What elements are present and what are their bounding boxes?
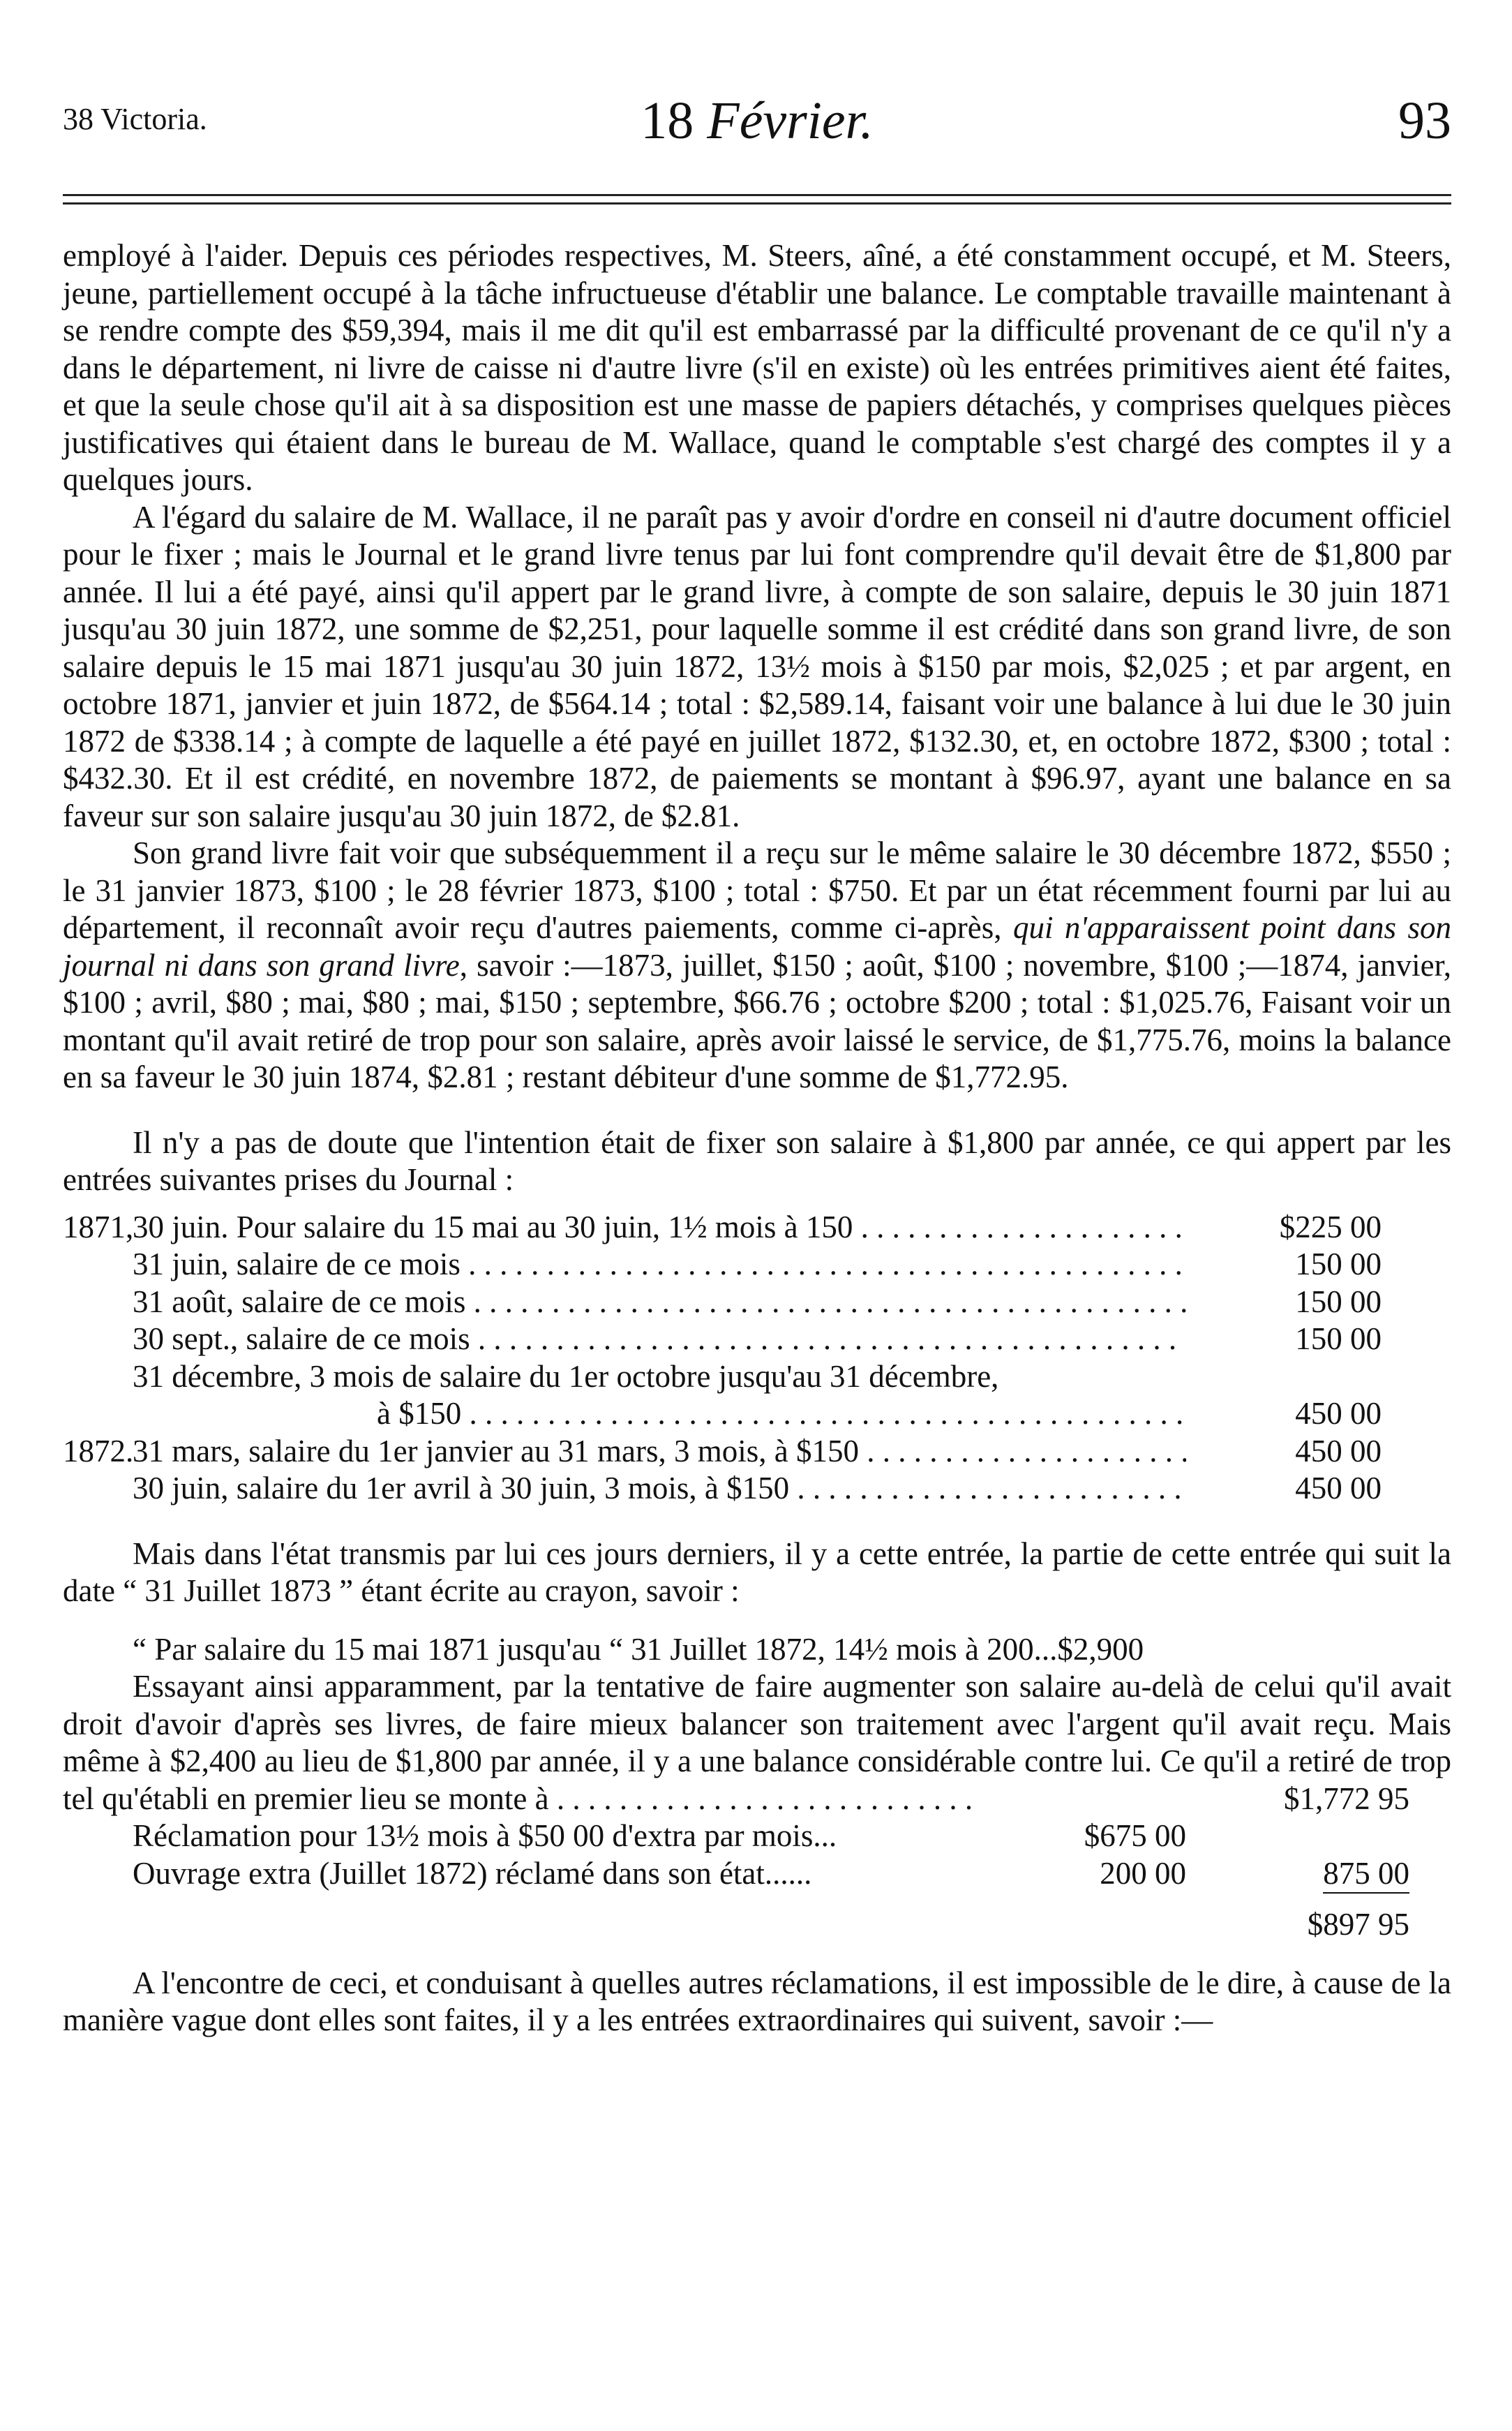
ledger-row [63, 1470, 1451, 1508]
paragraph-grand-livre-italic: qui n'apparaissent point dans son journal ni dans son grand livre [63, 910, 1451, 983]
page-header [63, 70, 1451, 150]
total-row [63, 1906, 1451, 1944]
paragraph-statement: Mais dans l'état transmis par lui ces jours derniers, il y a cette entrée, la partie de cette entrée qui suit la date “ 31 Juillet 1873 ” étant écrite au crayon, savoir : [63, 1536, 1451, 1608]
paragraph-intention: Il n'y a pas de doute que l'intention était de fixer son salaire à $1,800 par année, ce qui appert par les entrées suivantes prises du Journal : [63, 1124, 1451, 1197]
ledger-desc: 31 août, salaire de ce mois . . . [133, 1284, 1186, 1321]
claim-desc: Ouvrage extra (Juillet 1872) réclamé dans son état...... [133, 1855, 812, 1891]
header-rule-top [63, 194, 1451, 196]
paragraph-quote: “ Par salaire du 15 mai 1871 jusqu'au “ 31 Juillet 1872, 14½ mois à 200...$2,900 [133, 1631, 1144, 1667]
page-body [63, 237, 1451, 2039]
journal-ledger [63, 1209, 1451, 1508]
header-month: Février. [707, 91, 874, 150]
claim-row [63, 1855, 1451, 1893]
header-date [63, 91, 1451, 151]
ledger-amount: $225 00 [1279, 1209, 1382, 1244]
paragraph-grand-livre-part2: , savoir :—1873, juillet, $150 ; août, $100 ; novembre, $100 ;—1874, janvier, $100 ; avril, $80 ; mai, $80 ; mai, $150 ; septembre, $66.76 ; octobre $200 ; total : $1,025.76, Faisant voir un montant qu'il avait retiré de trop pour son salaire, après avoir laissé le service, de $1,775.76, moins la balance en sa faveur le 30 juin 1874, $2.81 ; restant débiteur d'une somme de $1,772.95. [63, 947, 1451, 1094]
ledger-row [63, 1284, 1451, 1321]
ledger-row [63, 1321, 1451, 1358]
ledger-amount: 450 00 [1295, 1471, 1382, 1506]
ledger-desc: à $150 . . . [133, 1395, 1186, 1433]
claim-subamount: $675 00 [1084, 1818, 1186, 1853]
ledger-desc: 30 juin. Pour salaire du 15 mai au 30 juin, 1½ mois à 150 . . . [133, 1209, 1186, 1247]
paragraph-continuation: employé à l'aider. Depuis ces périodes respectives, M. Steers, aîné, a été constamment occupé, et M. Steers, jeune, partiellement occupé à la tâche infructueuse d'établir une balance. Le comptable travaille maintenant à se rendre compte des $59,394, mais il me dit qu'il est embarrassé par la difficulté provenant de ce qu'il n'y a dans le département, ni livre de caisse ni d'autre livre (s'il en existe) où les entrées primitives aient été faites, et que la seule chose qu'il ait à sa disposition est une masse de papiers détachés, y comprises quelques pièces justificatives qui étaient dans le bureau de M. Wallace, quand le comptable s'est chargé des comptes il y a quelques jours. [63, 238, 1451, 497]
paragraph-final: A l'encontre de ceci, et conduisant à quelles autres réclamations, il est impossible de le dire, à cause de la manière vague dont elles sont faites, il y a les entrées extraordinaires qui suivent, savoir :— [63, 1965, 1451, 2037]
page-number: 93 [1398, 91, 1451, 150]
first-amount: $1,772 95 [1284, 1780, 1409, 1816]
ledger-desc: 30 juin, salaire du 1er avril à 30 juin, 3 mois, à $150 . . . [133, 1470, 1186, 1508]
ledger-row [63, 1209, 1451, 1247]
claim-subamount: 200 00 [1100, 1855, 1186, 1891]
paragraph-salary-wallace: A l'égard du salaire de M. Wallace, il ne paraît pas y avoir d'ordre en conseil ni d'autre document officiel pour le fixer ; mais le Journal et le grand livre tenus par lui font comprendre qu'il devait être de $1,800 par année. Il lui a été payé, ainsi qu'il appert par le grand livre, à compte de son salaire, depuis le 30 juin 1871 jusqu'au 30 juin 1872, une somme de $2,251, pour laquelle somme il est crédité dans son grand livre, de son salaire depuis le 15 mai 1871 jusqu'au 30 juin 1872, 13½ mois à $150 par mois, $2,025 ; et par argent, en octobre 1871, janvier et juin 1872, de $564.14 ; total : $2,589.14, faisant voir une balance à lui due le 30 juin 1872 de $338.14 ; à compte de laquelle a été payé en juillet 1872, $132.30, et, en octobre 1872, $300 ; total : $432.30. Et il est crédité, en novembre 1872, de paiements se montant à $96.97, ayant une balance en sa faveur sur son salaire jusqu'au 30 juin 1872, de $2.81. [63, 499, 1451, 833]
paragraph-attempt-leaders: . . . . . . . . . . . . . . . . . . . . . . . . . . . [548, 1780, 973, 1816]
ledger-amount: 150 00 [1295, 1247, 1382, 1281]
ledger-row [63, 1433, 1451, 1471]
ledger-row [63, 1358, 1451, 1396]
paragraph-attempt [63, 1668, 1451, 1817]
ledger-desc: 30 sept., salaire de ce mois . . . [133, 1321, 1186, 1358]
ledger-desc: 31 décembre, 3 mois de salaire du 1er octobre jusqu'au 31 décembre, [133, 1358, 999, 1394]
header-day: 18 [641, 91, 694, 150]
claim-row [63, 1817, 1451, 1855]
claims-calculation [63, 1817, 1451, 1944]
paragraph-grand-livre-part1: Son grand livre fait voir que subséquemment il a reçu sur le même salaire le 30 décembre 1872, $550 ; le 31 janvier 1873, $100 ; le 28 février 1873, $100 ; total : $750. Et par un état récemment fourni par lui au département, il reconnaît avoir reçu d'autres paiements, comme ci-après, [63, 835, 1451, 945]
volume-label: 38 Victoria. [63, 102, 207, 136]
header-rule-bottom [63, 202, 1451, 205]
ledger-amount: 150 00 [1295, 1284, 1382, 1319]
ledger-date: 1871, [63, 1209, 134, 1244]
ledger-desc: 31 mars, salaire du 1er janvier au 31 mars, 3 mois, à $150 . . . [133, 1433, 1186, 1471]
total-amount: $897 95 [1307, 1907, 1409, 1942]
ledger-row [63, 1246, 1451, 1284]
ledger-amount: 150 00 [1295, 1321, 1382, 1356]
paragraph-attempt-text: Essayant ainsi apparamment, par la tentative de faire augmenter son salaire au-delà de celui qu'il avait droit d'avoir d'après ses livres, de faire mieux balancer son traitement avec l'argent qu'il avait reçu. Mais même à $2,400 au lieu de $1,800 par année, il y a une balance considérable contre lui. Ce qu'il a retiré de trop tel qu'établi en premier lieu se monte à [63, 1669, 1451, 1816]
claims-sum: 875 00 [1323, 1856, 1409, 1894]
ledger-desc: 31 juin, salaire de ce mois . . . [133, 1246, 1186, 1284]
paragraph-grand-livre [63, 835, 1451, 1096]
ledger-amount: 450 00 [1295, 1433, 1382, 1469]
ledger-amount: 450 00 [1295, 1396, 1382, 1431]
document-page [63, 70, 1451, 2037]
ledger-row [63, 1395, 1451, 1433]
ledger-date: 1872. [63, 1433, 134, 1469]
claim-amount [1186, 1855, 1451, 1893]
claim-desc: Réclamation pour 13½ mois à $50 00 d'extra par mois... [133, 1818, 837, 1853]
